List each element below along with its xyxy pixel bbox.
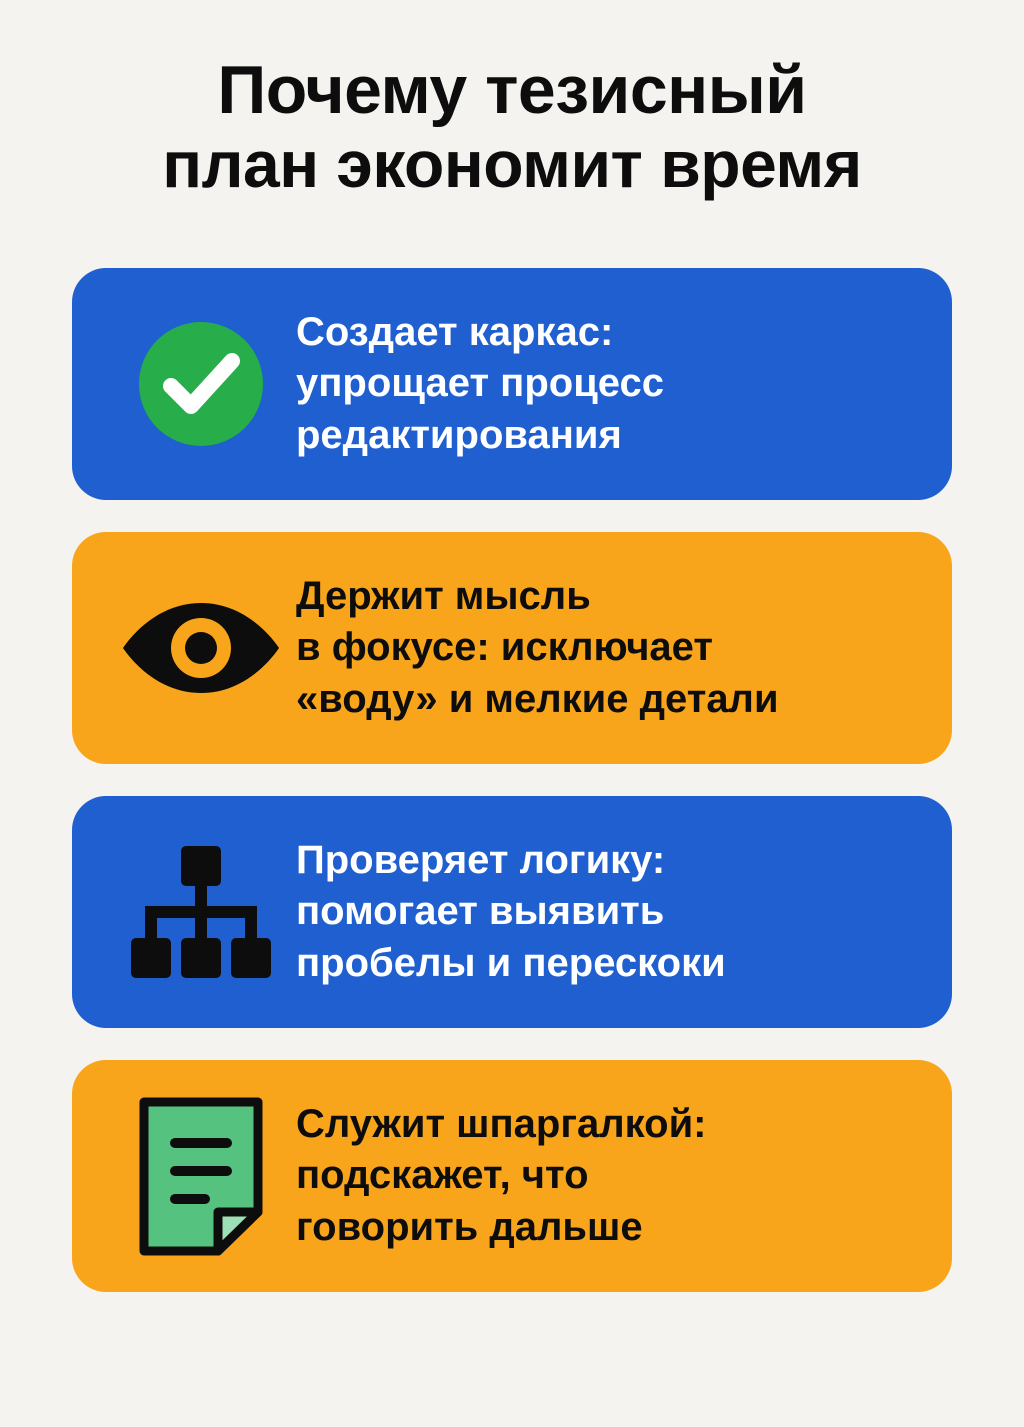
benefit-card-2-line-3: «воду» и мелкие детали <box>296 676 779 721</box>
title-line-1: Почему тезисный <box>217 52 807 128</box>
benefit-card-1-line-1: Создает каркас: <box>296 310 614 355</box>
benefit-card-4-line-1: Служит шпаргалкой: <box>296 1102 707 1147</box>
benefit-card-1-text <box>296 307 926 461</box>
benefit-card-3-line-2: помогает выявить <box>296 889 665 934</box>
benefit-card-4-text <box>296 1099 926 1253</box>
note-page-icon <box>106 1094 296 1259</box>
benefit-card-4-line-2: подскажет, что <box>296 1153 589 1198</box>
benefit-card-4 <box>72 1060 952 1292</box>
benefit-card-3-line-3: пробелы и перескоки <box>296 940 726 985</box>
benefit-card-list <box>0 268 1024 1292</box>
benefit-card-2 <box>72 532 952 764</box>
page-title <box>0 0 1024 202</box>
benefit-card-1-line-2: упрощает процесс <box>296 361 665 406</box>
benefit-card-2-line-2: в фокусе: исключает <box>296 625 713 670</box>
benefit-card-3-text <box>296 835 926 989</box>
eye-icon <box>106 593 296 703</box>
title-line-2: план экономит время <box>162 127 862 202</box>
benefit-card-3 <box>72 796 952 1028</box>
benefit-card-3-line-1: Проверяет логику: <box>296 838 666 883</box>
benefit-card-1 <box>72 268 952 500</box>
hierarchy-icon <box>106 832 296 992</box>
check-circle-icon <box>106 314 296 454</box>
benefit-card-2-text <box>296 571 926 725</box>
benefit-card-2-line-1: Держит мысль <box>296 574 591 619</box>
benefit-card-1-line-3: редактирования <box>296 412 622 457</box>
benefit-card-4-line-3: говорить дальше <box>296 1204 643 1249</box>
